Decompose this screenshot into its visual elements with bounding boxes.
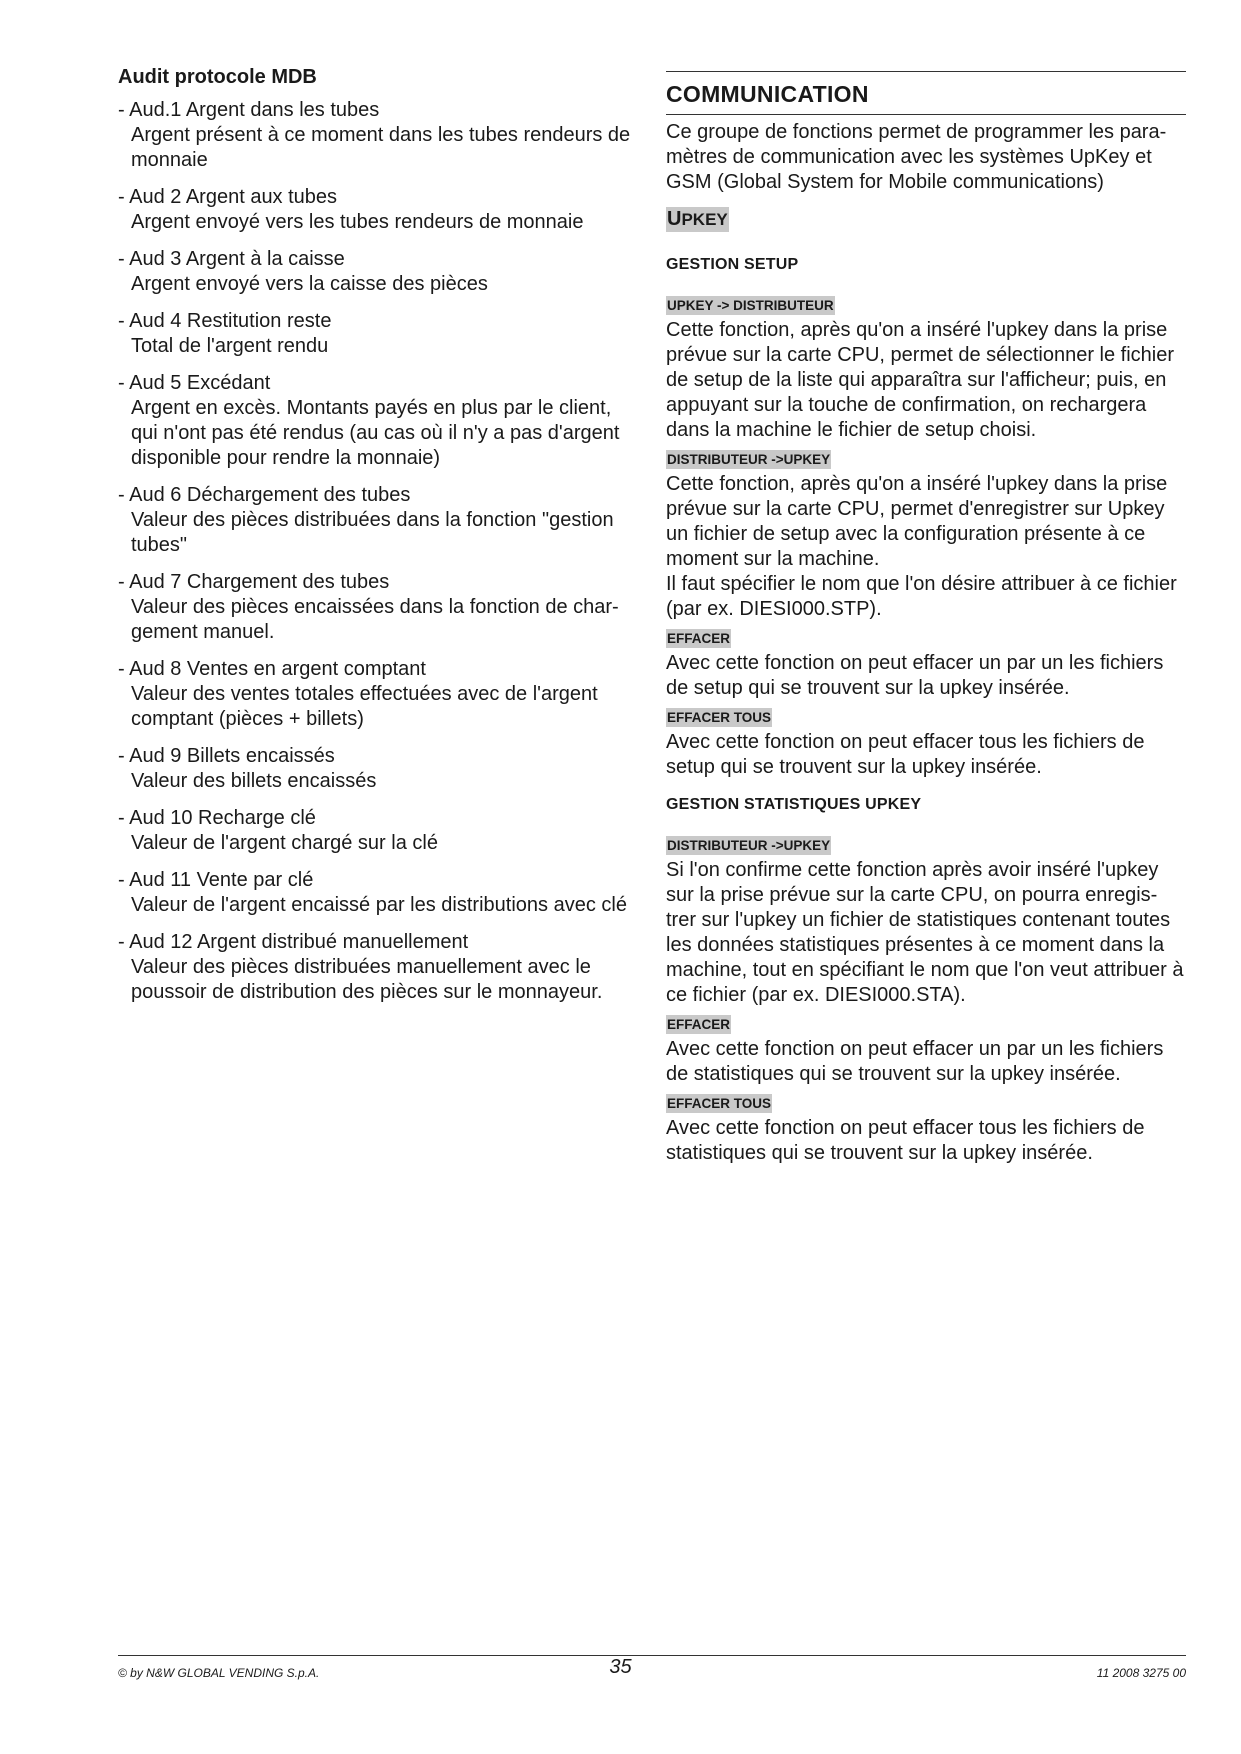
audit-item <box>118 744 640 794</box>
upkey-section-rest: PKEY <box>681 210 728 229</box>
setup-delete-all-paragraph: Avec cette fonction on peut effacer tous les fichiers de setup qui se trouvent sur la upkey insérée. <box>666 731 1145 778</box>
audit-item <box>118 657 640 732</box>
audit-item-title: - Aud 10 Recharge clé <box>118 807 316 829</box>
tag-upkey-to-distributeur: UPKEY -> DISTRIBUTEUR <box>667 298 834 313</box>
audit-item-description: Valeur de l'argent chargé sur la clé <box>131 832 438 854</box>
stats-delete-paragraph: Avec cette fonction on peut effacer un par un les fichiers de statistiques qui se trouvent sur la upkey insérée. <box>666 1038 1164 1085</box>
right-column <box>666 71 1186 1166</box>
stats-delete-all-paragraph: Avec cette fonction on peut effacer tous les fichiers de statistiques qui se trouvent sur la upkey insérée. <box>666 1117 1145 1164</box>
audit-item-description: Valeur des billets encaissés <box>131 770 377 792</box>
audit-item <box>118 98 640 173</box>
setup-save-filename-paragraph: Il faut spécifier le nom que l'on désire attribuer à ce fichier (par ex. DIESI000.STP). <box>666 573 1177 620</box>
communication-intro: Ce groupe de fonctions permet de programmer les para-mètres de communication avec les systèmes UpKey et GSM (Global System for Mobile communications) <box>666 121 1167 193</box>
audit-title: Audit protocole MDB <box>118 66 317 88</box>
gestion-statistiques-heading: GESTION STATISTIQUES UPKEY <box>666 796 922 813</box>
audit-item-description: Argent en excès. Montants payés en plus par le client, qui n'ont pas été rendus (au cas où il n'y a pas d'argent disponible pour rendre la monnaie) <box>131 397 620 469</box>
audit-item-title: - Aud.1 Argent dans les tubes <box>118 99 380 121</box>
setup-save-paragraph: Cette fonction, après qu'on a inséré l'upkey dans la prise prévue sur la carte CPU, permet d'enregistrer sur Upkey un fichier de setup avec la configuration présente à ce moment sur la machine. <box>666 473 1168 570</box>
upkey-section-initial: U <box>667 208 682 230</box>
audit-item-title: - Aud 8 Ventes en argent comptant <box>118 658 426 680</box>
audit-item-description: Valeur de l'argent encaissé par les distributions avec clé <box>131 894 627 916</box>
audit-item-description: Valeur des pièces distribuées manuellement avec le poussoir de distribution des pièces sur le monnayeur. <box>131 956 603 1003</box>
stats-save-paragraph: Si l'on confirme cette fonction après avoir inséré l'upkey sur la prise prévue sur la carte CPU, on pourra enregis-trer sur l'upkey un fichier de statistiques contenant toutes les données statistiques présentes à ce moment dans la machine, tout en spécifiant le nom que l'on veut attribuer à ce fichier (par ex. DIESI000.STA). <box>666 859 1184 1006</box>
page-number: 35 <box>609 1656 632 1678</box>
audit-item-description: Valeur des pièces distribuées dans la fonction "gestion tubes" <box>131 509 614 556</box>
tag-effacer-stats: EFFACER <box>667 1017 731 1032</box>
audit-item-description: Valeur des pièces encaissées dans la fonction de char-gement manuel. <box>131 596 619 643</box>
audit-item-description: Argent présent à ce moment dans les tubes rendeurs de monnaie <box>131 124 631 171</box>
audit-item <box>118 930 640 1005</box>
tag-effacer-tous-stats: EFFACER TOUS <box>667 1096 772 1111</box>
audit-item-title: - Aud 3 Argent à la caisse <box>118 248 345 270</box>
tag-distributeur-to-upkey: DISTRIBUTEUR ->UPKEY <box>667 452 831 467</box>
audit-item-title: - Aud 7 Chargement des tubes <box>118 571 390 593</box>
left-column <box>118 64 640 1017</box>
audit-item-description: Argent envoyé vers la caisse des pièces <box>131 273 488 295</box>
setup-load-paragraph: Cette fonction, après qu'on a inséré l'upkey dans la prise prévue sur la carte CPU, permet de sélectionner le fichier de setup de la liste qui apparaîtra sur l'afficheur; puis, en appuyant sur la touche de confirmation, on rechargera dans la machine le fichier de setup choisi. <box>666 319 1175 441</box>
gestion-setup-heading: GESTION SETUP <box>666 256 799 273</box>
footer-copyright: © by N&W GLOBAL VENDING S.p.A. <box>118 1666 320 1680</box>
audit-item-title: - Aud 12 Argent distribué manuellement <box>118 931 469 953</box>
audit-item-description: Total de l'argent rendu <box>131 335 329 357</box>
audit-item <box>118 309 640 359</box>
audit-item <box>118 570 640 645</box>
audit-item-description: Argent envoyé vers les tubes rendeurs de monnaie <box>131 211 584 233</box>
audit-item <box>118 371 640 471</box>
tag-effacer-tous-setup: EFFACER TOUS <box>667 710 772 725</box>
audit-item <box>118 806 640 856</box>
document-code: 11 2008 3275 00 <box>1096 1666 1186 1680</box>
audit-item-title: - Aud 2 Argent aux tubes <box>118 186 338 208</box>
audit-list <box>118 98 640 1005</box>
audit-item-title: - Aud 11 Vente par clé <box>118 869 314 891</box>
audit-item <box>118 868 640 918</box>
audit-item <box>118 247 640 297</box>
audit-item-title: - Aud 6 Déchargement des tubes <box>118 484 411 506</box>
audit-item <box>118 483 640 558</box>
audit-item <box>118 185 640 235</box>
audit-item-description: Valeur des ventes totales effectuées avec de l'argent comptant (pièces + billets) <box>131 683 598 730</box>
tag-effacer-setup: EFFACER <box>667 631 731 646</box>
audit-item-title: - Aud 9 Billets encaissés <box>118 745 335 767</box>
setup-delete-paragraph: Avec cette fonction on peut effacer un par un les fichiers de setup qui se trouvent sur la upkey insérée. <box>666 652 1164 699</box>
audit-item-title: - Aud 5 Excédant <box>118 372 271 394</box>
communication-title: COMMUNICATION <box>666 71 1186 115</box>
upkey-section-heading <box>666 207 729 232</box>
audit-item-title: - Aud 4 Restitution reste <box>118 310 332 332</box>
tag-stats-distributeur-to-upkey: DISTRIBUTEUR ->UPKEY <box>667 838 831 853</box>
